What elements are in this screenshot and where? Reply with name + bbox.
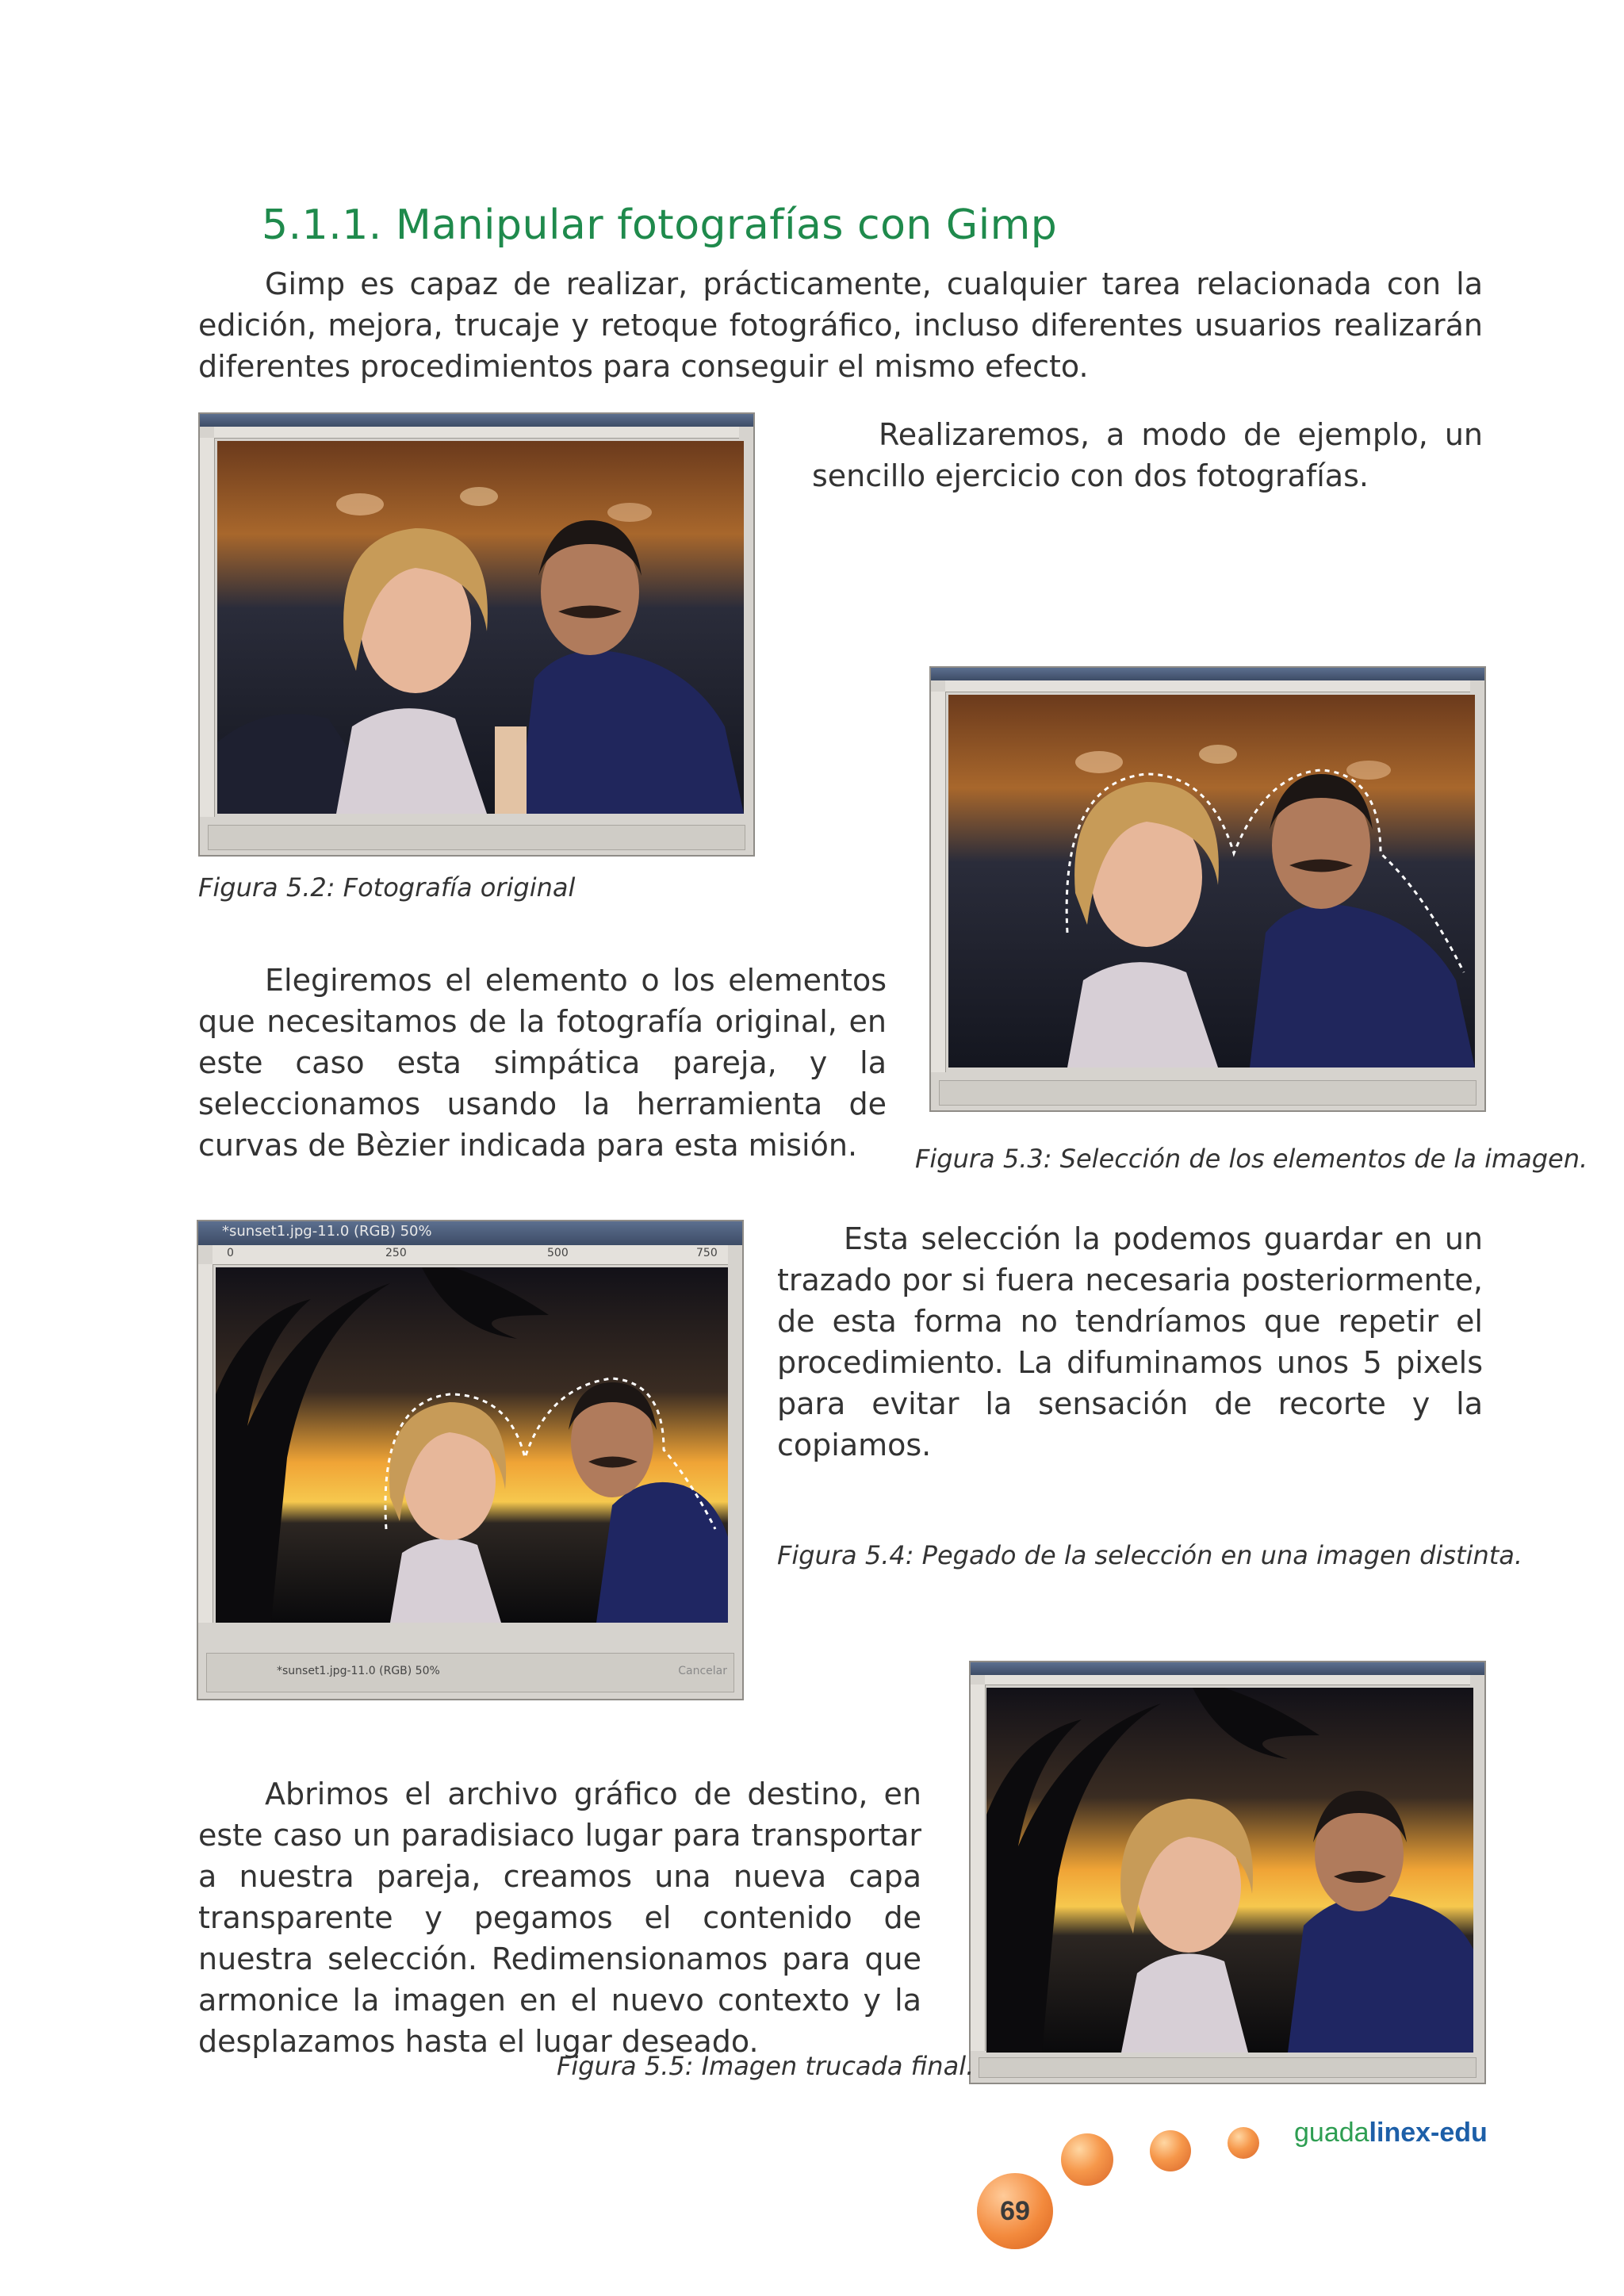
status-bar [206, 1653, 734, 1692]
brand-logo-text [1294, 2118, 1488, 2148]
figure-5-4-gimp-window [197, 1220, 744, 1700]
figure-5-2-caption: Figura 5.2: Fotografía original [198, 872, 576, 903]
selection-paragraph [198, 960, 887, 1166]
status-text: *sunset1.jpg-11.0 (RGB) 50% [277, 1665, 440, 1677]
decorative-ball [1150, 2130, 1191, 2171]
vertical-ruler [198, 1264, 213, 1623]
ruler-label: 0 [227, 1247, 234, 1259]
brand-part-linex: linex-edu [1369, 2118, 1488, 2148]
blur-copy-paragraph-text: Esta selección la podemos guardar en un trazado por si fuera necesaria posteriormente, de esta forma no tendríamos que repetir el procedimiento. La difuminamos unos 5 pixels para evitar la sensación de recorte y la copiamos. [777, 1221, 1483, 1462]
pasted-selection-photo [216, 1267, 728, 1623]
status-bar [208, 825, 745, 850]
horizontal-ruler [945, 680, 1470, 692]
example-paragraph-text: Realizaremos, a modo de ejemplo, un sencillo ejercicio con dos fotografías. [812, 417, 1483, 493]
status-bar [939, 1080, 1477, 1106]
figure-5-3-gimp-window [929, 666, 1486, 1112]
page-number: 69 [977, 2173, 1053, 2249]
original-photo [217, 441, 744, 814]
figure-5-5-caption: Figura 5.5: Imagen trucada final. [557, 2051, 975, 2081]
status-bar [979, 2057, 1477, 2078]
horizontal-ruler [214, 427, 739, 439]
vertical-ruler [200, 438, 215, 817]
figure-5-2-gimp-window [198, 412, 755, 857]
final-paragraph-text: Abrimos el archivo gráfico de destino, en este caso un paradisiaco lugar para transportar a nuestra pareja, creamos una nueva capa transparente y pegamos el contenido de nuestra selección. Redimensionamos para que armonice la imagen en el nuevo contexto y la desplazamos hasta el lugar deseado. [198, 1777, 921, 2059]
decorative-ball [1228, 2127, 1259, 2159]
vertical-ruler [931, 692, 946, 1072]
window-title: *sunset1.jpg-11.0 (RGB) 50% [222, 1223, 432, 1240]
figure-5-3-caption: Figura 5.3: Selección de los elementos de la imagen. [915, 1144, 1588, 1174]
figure-5-4-caption: Figura 5.4: Pegado de la selección en una imagen distinta. [777, 1540, 1523, 1570]
section-heading: 5.1.1. Manipular fotografías con Gimp [262, 201, 1058, 249]
intro-paragraph [198, 263, 1483, 387]
vertical-ruler [971, 1685, 986, 2051]
intro-paragraph-text: Gimp es capaz de realizar, prácticamente, cualquier tarea relacionada con la edición, mejora, trucaje y retoque fotográfico, incluso diferentes usuarios realizarán diferentes procedimientos para conseguir el mismo efecto. [198, 266, 1483, 384]
decorative-ball [1061, 2133, 1113, 2186]
window-titlebar [971, 1662, 1484, 1675]
cancel-button[interactable]: Cancelar [678, 1665, 727, 1677]
blur-copy-paragraph [777, 1218, 1483, 1466]
window-titlebar [200, 414, 753, 427]
selection-paragraph-text: Elegiremos el elemento o los elementos que necesitamos de la fotografía original, en este caso esta simpática pareja, y la seleccionamos usando la herramienta de curvas de Bèzier indicada para esta misión. [198, 963, 887, 1163]
ruler-label: 750 [696, 1247, 718, 1259]
example-paragraph [812, 414, 1483, 496]
final-paragraph [198, 1773, 921, 2062]
window-titlebar [931, 668, 1484, 680]
ruler-label: 500 [547, 1247, 569, 1259]
final-photo [986, 1688, 1473, 2053]
selection-photo [948, 695, 1475, 1068]
ruler-label: 250 [385, 1247, 407, 1259]
window-titlebar [198, 1221, 742, 1245]
figure-5-5-gimp-window [969, 1661, 1486, 2084]
brand-part-guada: guada [1294, 2118, 1369, 2148]
horizontal-ruler [985, 1675, 1470, 1685]
horizontal-ruler [213, 1245, 728, 1265]
